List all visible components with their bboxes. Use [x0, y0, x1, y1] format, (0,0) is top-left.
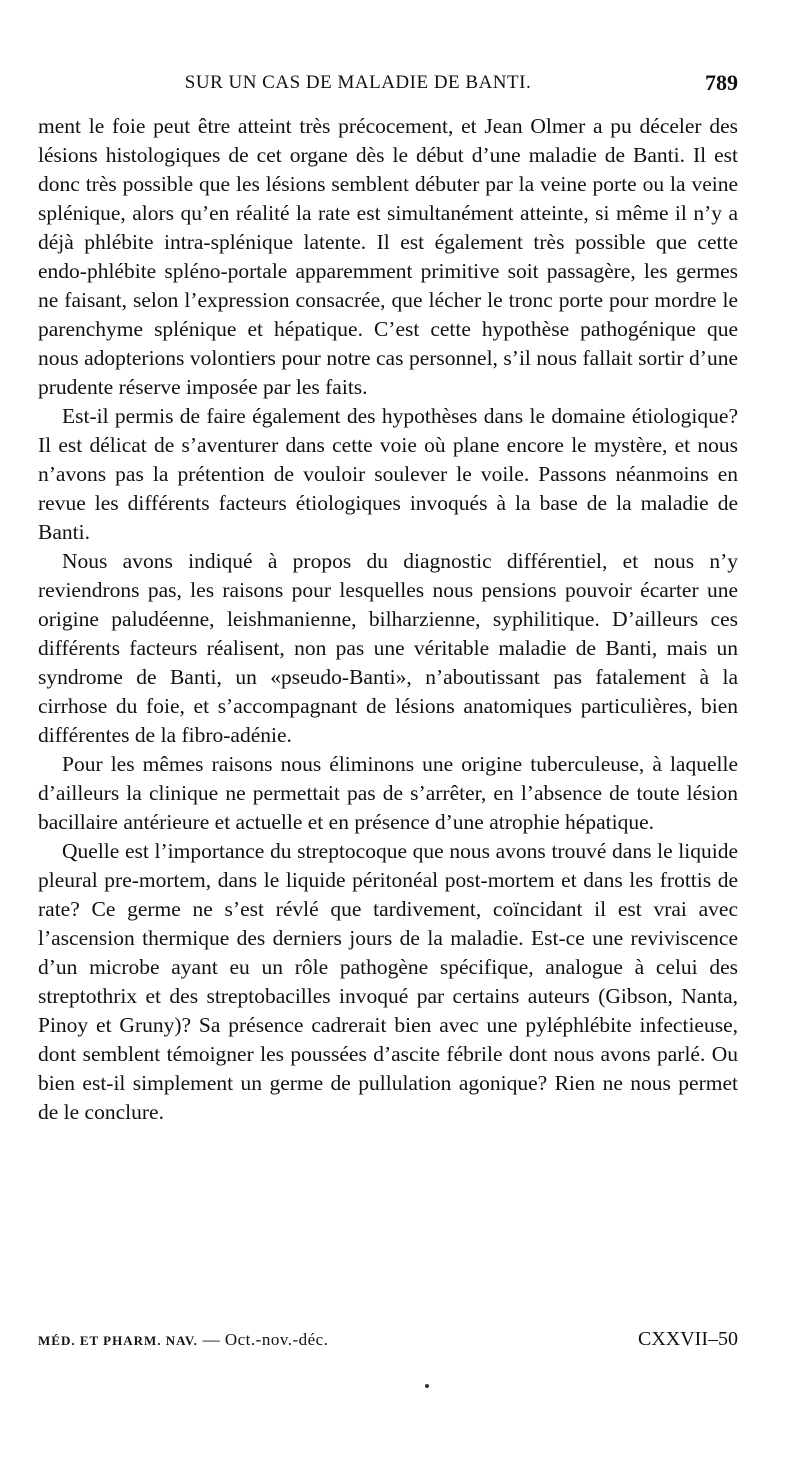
- journal-name: MÉD. ET PHARM. NAV.: [38, 1333, 198, 1348]
- journal-issue: Oct.-nov.-déc.: [224, 1330, 329, 1349]
- running-title: SUR UN CAS DE MALADIE DE BANTI.: [184, 72, 532, 93]
- journal-imprint: [38, 1330, 328, 1350]
- page-header: [38, 66, 738, 100]
- paragraph-5: Quelle est l’importance du streptocoque que nous avons trouvé dans le liquide pleural pre-mortem, dans le liquide péritonéal post-mortem et dans les frottis de rate? Ce germe ne s’est révlé que tardivement, coïncidant il est vrai avec l’ascension thermique des derniers jours de la maladie. Est-ce une reviviscence d’un microbe ayant eu un rôle pathogène spécifique, analogue à celui des streptothrix et des streptobacilles invoqué par certains auteurs (Gibson, Nanta, Pinoy et Gruny)? Sa présence cadrerait bien avec une pyléphlébite infectieuse, dont semblent témoigner les poussées d’ascite fébrile dont nous avons parlé. Ou bien est-il simplement un germe de pullulation agonique? Rien ne nous permet de le conclure.: [38, 839, 738, 1124]
- page-footer: [38, 1326, 738, 1356]
- paragraph-4: Pour les mêmes raisons nous éliminons une origine tuberculeuse, à laquelle d’ailleurs la clinique ne permettait pas de s’arrêter, en l’absence de toute lésion bacillaire antérieure et actuelle et en présence d’une atrophie hépatique.: [38, 752, 738, 834]
- body-text: [38, 112, 738, 1127]
- page-number: 789: [705, 70, 738, 95]
- paragraph-1: ment le foie peut être atteint très précocement, et Jean Olmer a pu déceler des lésions histologiques de cet organe dès le début d’une maladie de Banti. Il est donc très possible que les lésions semblent débuter par la veine porte ou la veine splénique, alors qu’en réalité la rate est simultanément atteinte, si même il n’y a déjà phlébite intra-splénique latente. Il est également très possible que cette endo-phlébite spléno-portale apparemment primitive soit passagère, les germes ne faisant, selon l’expression consacrée, que lécher le tronc porte pour mordre le parenchyme splénique et hépatique. C’est cette hypothèse pathogénique que nous adopterions volontiers pour notre cas personnel, s’il nous fallait sortir d’une prudente réserve imposée par les faits.: [38, 114, 738, 399]
- paragraph-2: Est-il permis de faire également des hypothèses dans le domaine étiologique? Il est délicat de s’aventurer dans cette voie où plane encore le mystère, et nous n’avons pas la prétention de vouloir soulever le voile. Passons néanmoins en revue les différents facteurs étiologiques invoqués à la base de la maladie de Banti.: [38, 404, 738, 544]
- footer-dash: —: [202, 1330, 221, 1349]
- ink-speck: [425, 1384, 429, 1388]
- paragraph-3: Nous avons indiqué à propos du diagnostic différentiel, et nous n’y reviendrons pas, les raisons pour lesquelles nous pensions pouvoir écarter une origine paludéenne, leishmanienne, bilharzienne, syphilitique. D’ailleurs ces différents facteurs réalisent, non pas une véritable maladie de Banti, mais un syndrome de Banti, un «pseudo-Banti», n’aboutissant pas fatalement à la cirrhose du foie, et s’accompagnant de lésions anatomiques particulières, bien différentes de la fibro-adénie.: [38, 549, 738, 747]
- signature-mark: CXXVII–50: [638, 1328, 738, 1350]
